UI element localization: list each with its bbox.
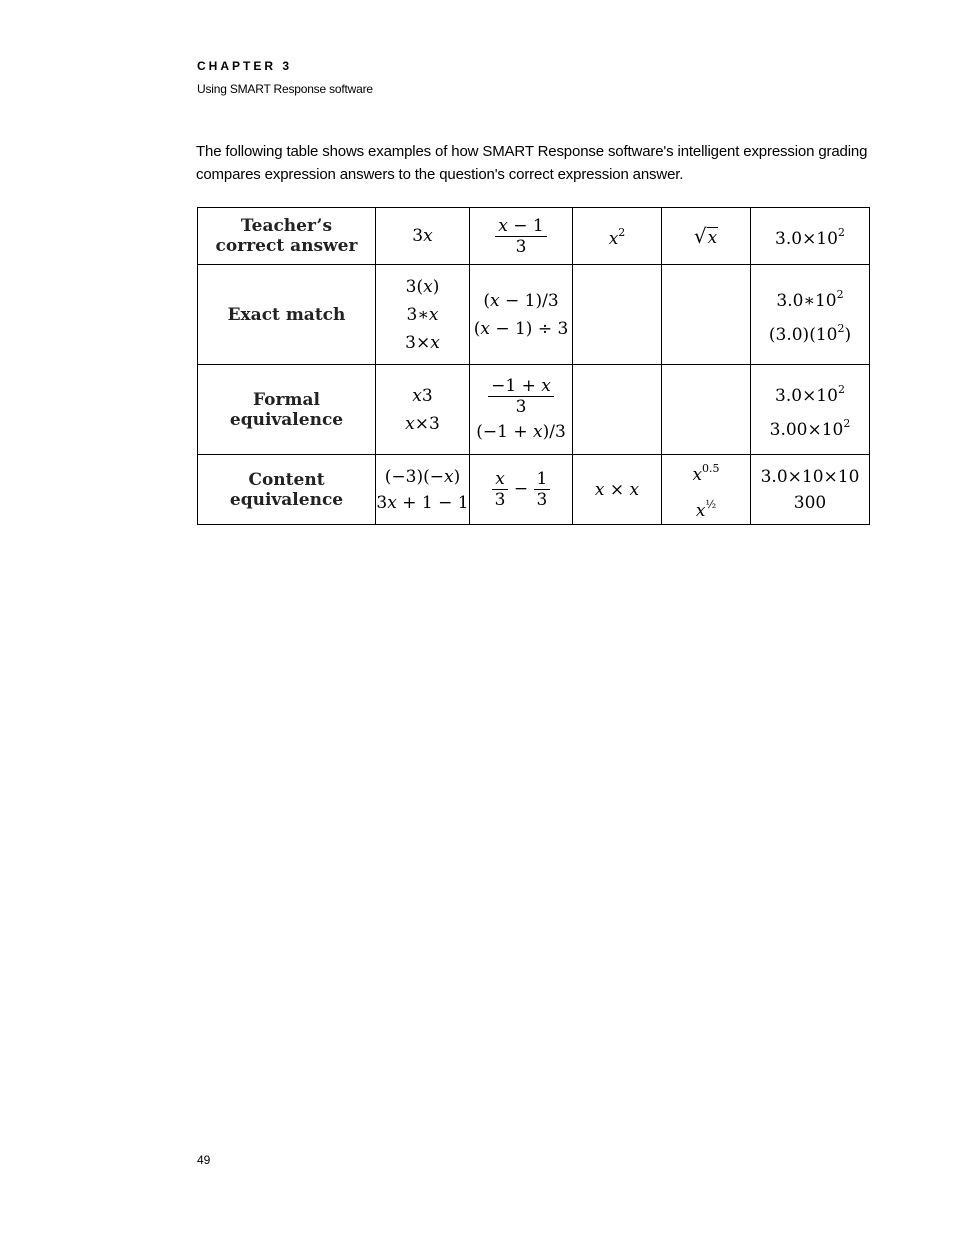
cell-exact-fraction: (x − 1)/3 (x − 1) ÷ 3 [470, 265, 573, 365]
cell-formal-square [573, 365, 662, 455]
cell-content-sqrt: $x^{0.5}$ $x^{\frac{1}{2}}$ [662, 455, 751, 525]
chapter-subtitle: Using SMART Response software [197, 82, 373, 96]
cell-formal-3x: x3 x×3 [376, 365, 470, 455]
row-header-teacher-answer: Teacher’s correct answer [198, 208, 376, 265]
cell-content-sci: 3.0×10×10 300 [751, 455, 870, 525]
table-row [198, 265, 870, 365]
cell-teacher-3x: 3x [376, 208, 470, 265]
page-number: 49 [197, 1153, 211, 1167]
cell-formal-fraction: $\frac{-1 + x}{3}$ (−1 + x)/3 [470, 365, 573, 455]
cell-exact-sqrt [662, 265, 751, 365]
expression-grading-table [197, 207, 870, 525]
row-header-content-equivalence: Content equivalence [198, 455, 376, 525]
cell-exact-square [573, 265, 662, 365]
cell-content-fraction: $\frac{x}{3}$ − $\frac{1}{3}$ [470, 455, 573, 525]
cell-exact-sci: $3.0∗10^2$ $(3.0)(10^2)$ [751, 265, 870, 365]
row-header-exact-match: Exact match [198, 265, 376, 365]
chapter-heading: CHAPTER 3 [197, 59, 293, 73]
cell-content-square: x × x [573, 455, 662, 525]
cell-teacher-square: $x^2$ [573, 208, 662, 265]
row-header-formal-equivalence: Formal equivalence [198, 365, 376, 455]
cell-formal-sci: $3.0\times 10^2$ $3.00\times 10^2$ [751, 365, 870, 455]
intro-paragraph: The following table shows examples of how SMART Response software's intelligent expression grading compares expression answers to the question's correct expression answer. [196, 143, 868, 183]
cell-formal-sqrt [662, 365, 751, 455]
cell-content-3x: (−3)(−x) 3x + 1 − 1 [376, 455, 470, 525]
cell-teacher-fraction: $\frac{x - 1}{3}$ [470, 208, 573, 265]
cell-exact-3x: 3(x) 3∗x 3×x [376, 265, 470, 365]
cell-teacher-sci: $3.0\times 10^2$ [751, 208, 870, 265]
table-row [198, 365, 870, 455]
table-row [198, 455, 870, 525]
cell-teacher-sqrt: √ x [662, 208, 751, 265]
table-row [198, 208, 870, 265]
